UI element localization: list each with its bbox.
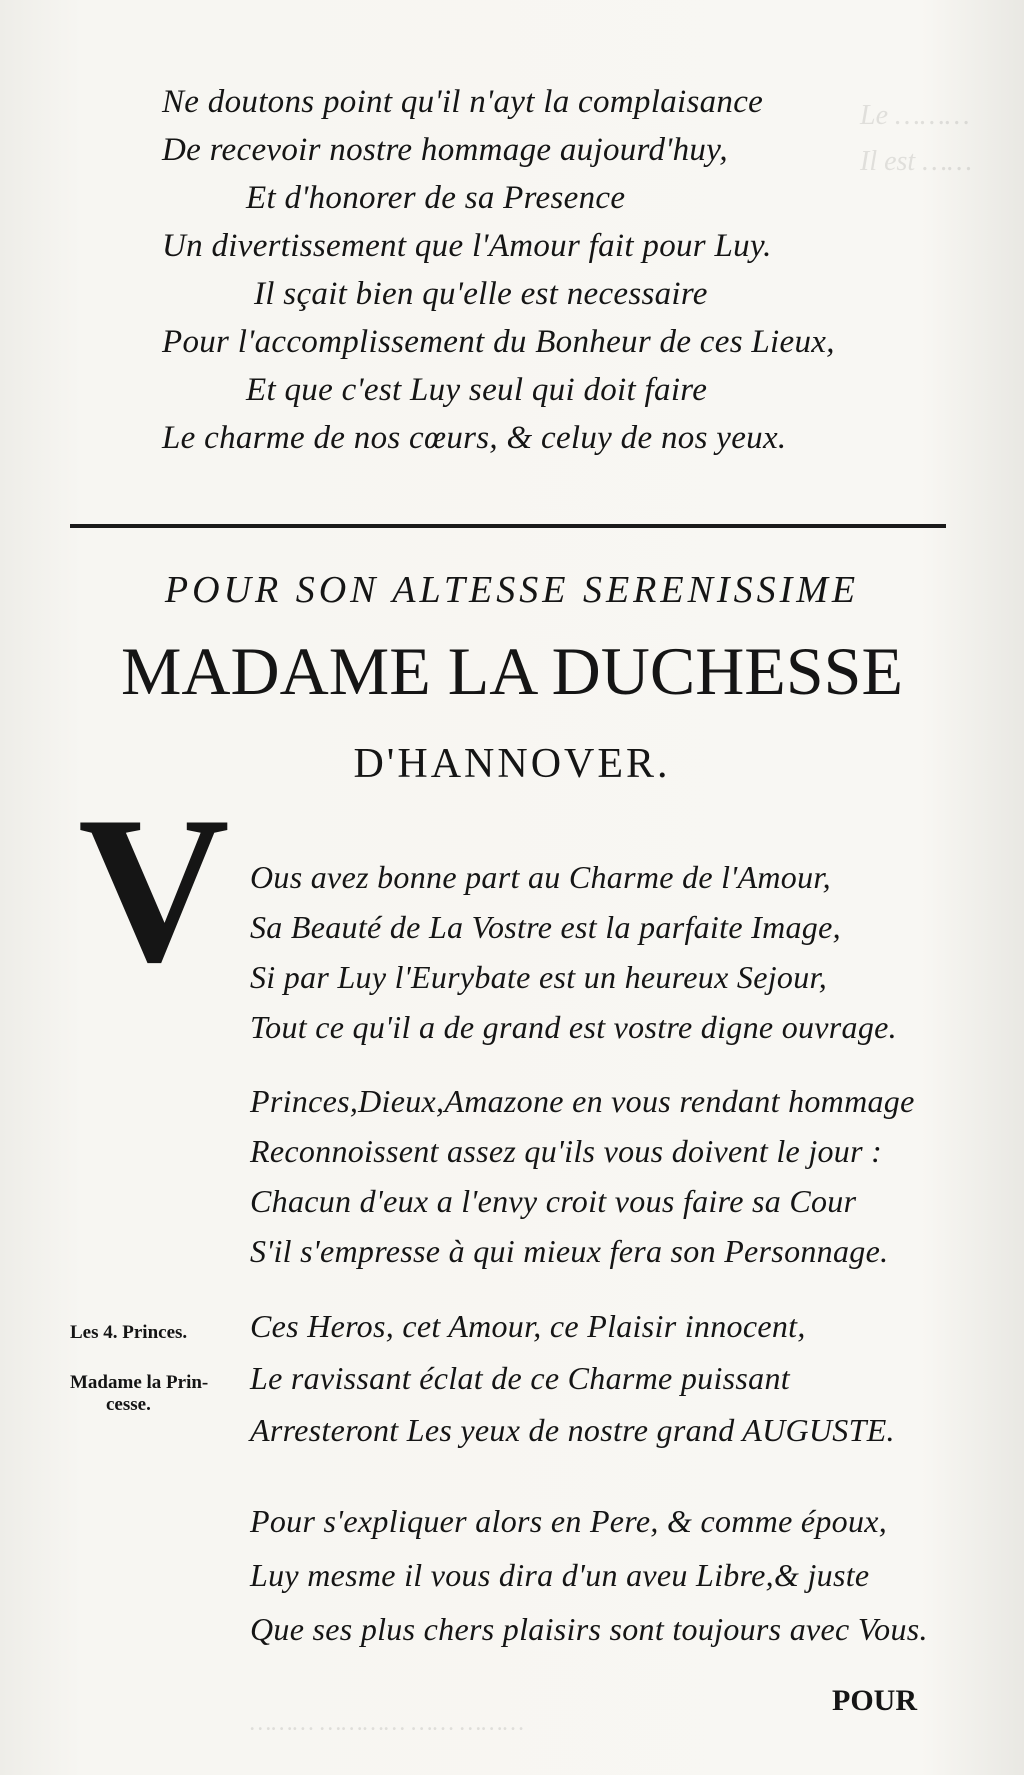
verse-line: Si par Luy l'Eurybate est un heureux Sejour,	[250, 959, 827, 995]
verse-line: Arresteront Les yeux de nostre grand AUGUSTE.	[250, 1412, 895, 1448]
verse-line: Ces Heros, cet Amour, ce Plaisir innocent,	[250, 1308, 806, 1344]
verse-line: Sa Beauté de La Vostre est la parfaite Image,	[250, 909, 841, 945]
margin-note: Les 4. Princes.	[70, 1322, 188, 1343]
verse-line: Reconnoissent assez qu'ils vous doivent le jour :	[250, 1133, 883, 1169]
stanza-4	[250, 1494, 928, 1656]
page-subtitle: D'HANNOVER.	[353, 741, 671, 787]
dedication-heading: POUR SON ALTESSE SERENISSIME	[164, 569, 860, 611]
show-through: Le ………	[860, 100, 970, 131]
stanza-2	[250, 1076, 915, 1276]
margin-note-line: cesse.	[106, 1394, 151, 1415]
verse-line: Pour l'accomplissement du Bonheur de ces Lieux,	[162, 324, 835, 360]
section-divider	[70, 524, 946, 528]
stanza-1	[250, 852, 897, 1052]
page-title: MADAME LA DUCHESSE	[120, 633, 904, 709]
verse-line: Que ses plus chers plaisirs sont toujours avec Vous.	[250, 1611, 928, 1647]
show-through: Il est ……	[860, 146, 972, 177]
verse-line: Le ravissant éclat de ce Charme puissant	[250, 1360, 790, 1396]
verse-line: Et d'honorer de sa Presence	[246, 180, 626, 216]
verse-top	[162, 78, 835, 462]
drop-cap: V	[78, 774, 230, 1006]
verse-line: Ne doutons point qu'il n'ayt la complaisance	[162, 84, 764, 120]
verse-line: Il sçait bien qu'elle est necessaire	[254, 276, 708, 312]
verse-line: Un divertissement que l'Amour fait pour Luy.	[162, 228, 772, 264]
verse-line: De recevoir nostre hommage aujourd'huy,	[162, 132, 728, 168]
stanza-3	[250, 1300, 895, 1456]
verse-line: Ous avez bonne part au Charme de l'Amour,	[250, 859, 831, 895]
show-through: ……… ………… …… ………	[250, 1710, 525, 1736]
verse-line: Luy mesme il vous dira d'un aveu Libre,& juste	[250, 1557, 870, 1593]
margin-note-line: Madame la Prin-	[70, 1372, 209, 1393]
verse-line: Et que c'est Luy seul qui doit faire	[246, 372, 708, 408]
verse-line: Chacun d'eux a l'envy croit vous faire sa Cour	[250, 1183, 857, 1219]
verse-line: Princes,Dieux,Amazone en vous rendant hommage	[250, 1083, 915, 1119]
verse-line: S'il s'empresse à qui mieux fera son Personnage.	[250, 1233, 889, 1269]
margin-note	[70, 1372, 240, 1416]
verse-line: Pour s'expliquer alors en Pere, & comme époux,	[250, 1503, 888, 1539]
verse-line: Le charme de nos cœurs, & celuy de nos yeux.	[162, 420, 787, 456]
catchword: POUR	[832, 1684, 917, 1717]
verse-line: Tout ce qu'il a de grand est vostre digne ouvrage.	[250, 1009, 897, 1045]
